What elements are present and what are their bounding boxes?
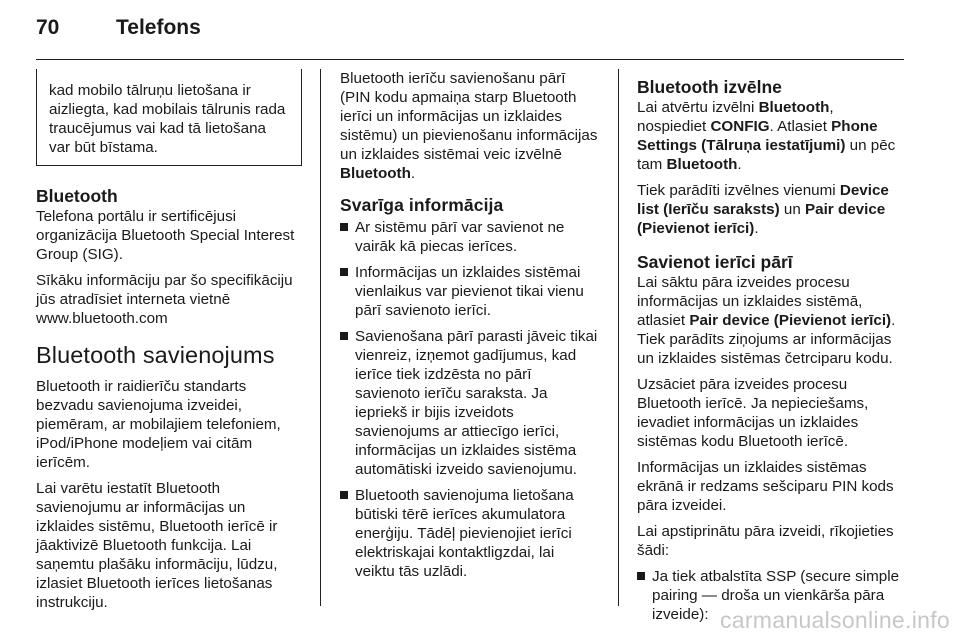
bluetooth-paragraph-1: Telefona portālu ir sertificējusi organizācija Bluetooth Special Interest Group (SIG).: [36, 208, 295, 263]
pairing-intro-text: Bluetooth ierīču savienošanu pārī (PIN kodu apmaiņa starp Bluetooth ierīci un informācijas un izklaides sistēmu) un pievienošanu informācijas un izklaides sistēmai veic izvēlnē: [340, 70, 598, 163]
menu-term: Pair device (Pievienot ierīci): [637, 201, 886, 237]
pair-text: . Tiek parādīts ziņojums ar informācijas un izklaides sistēmas četrciparu kodu.: [637, 312, 896, 367]
bullet-square-icon: [340, 491, 348, 499]
warning-text: kad mobilo tālruņu lietošana ir aizliegta, kad mobilais tālrunis rada traucējumus vai kad tā lietošana var būt bīstama.: [49, 82, 286, 156]
menu-text: , nospiediet: [637, 99, 834, 135]
pair-heading: Savienot ierīci pārī: [637, 252, 793, 272]
pairing-intro: [340, 69, 598, 183]
bullet-square-icon: [340, 332, 348, 340]
connection-paragraph-1: Bluetooth ir raidierīču standarts bezvadu savienojuma izveidei, piemēram, ar mobilajiem telefoniem, iPod/iPhone modeļiem vai citām ierīcēm.: [36, 378, 281, 471]
pair-text: Lai sāktu pāra izveides procesu informācijas un izklaides sistēmā, atlasiet: [637, 274, 863, 329]
chapter-title: Telefons: [116, 16, 201, 39]
connection-heading: Bluetooth savienojums: [36, 342, 275, 368]
pair-paragraph-3: Informācijas un izklaides sistēmas ekrānā ir redzams sešciparu PIN kods pāra izveidei.: [637, 459, 894, 514]
list-item-text: Savienošana pārī parasti jāveic tikai vienreiz, izņemot gadījumus, kad ierīce tiek izdzēsta no pārī savienoto ierīču saraksta. Ja iepriekš ir bijis izveidots savienojums ar attiecīgo ierīci, informācijas un izklaides sistēma automātiski izveido savienojumu.: [355, 328, 598, 478]
column-2: [340, 69, 598, 588]
menu-term: Phone Settings (Tālruņa iestatījumi): [637, 118, 878, 154]
pair-paragraph-2: Uzsāciet pāra izveides procesu Bluetooth ierīcē. Ja nepieciešams, ievadiet informācijas un izklaides sistēmas kodu Bluetooth ierīcē.: [637, 376, 869, 450]
list-item: [340, 327, 598, 479]
list-item: [340, 263, 598, 320]
header-rule: [36, 59, 904, 60]
pair-paragraph-1: [637, 273, 903, 368]
menu-text: Lai atvērtu izvēlni: [637, 99, 759, 116]
column-divider-2: [618, 69, 619, 606]
bullet-square-icon: [340, 223, 348, 231]
menu-heading: Bluetooth izvēlne: [637, 77, 782, 97]
list-item-text: Ja tiek atbalstīta SSP (secure simple pairing — droša un vienkārša pāra izveide):: [652, 568, 900, 623]
menu-text: . Atlasiet: [769, 118, 832, 135]
page-number: 70: [36, 16, 60, 39]
warning-box: [36, 69, 302, 166]
bullet-square-icon: [340, 268, 348, 276]
column-divider-1: [320, 69, 321, 606]
menu-text: Tiek parādīti izvēlnes vienumi: [637, 182, 840, 199]
bullet-square-icon: [637, 572, 645, 580]
menu-term: Bluetooth: [758, 99, 830, 116]
watermark: carmanualsonline.info: [719, 607, 950, 633]
important-list: [340, 218, 598, 581]
menu-term: CONFIG: [710, 118, 770, 135]
pairing-intro-menu: Bluetooth: [340, 165, 411, 182]
pairing-intro-end: .: [410, 165, 416, 182]
column-3: [637, 69, 903, 631]
list-item: [340, 486, 598, 581]
list-item: [340, 218, 598, 256]
list-item-text: Informācijas un izklaides sistēmai vienlaikus var pievienot tikai vienu pārī savienoto ierīci.: [355, 264, 584, 319]
list-item-text: Bluetooth savienojuma lietošana būtiski tērē ierīces akumulatora enerģiju. Tādēļ pievienojiet ierīci elektriskajai kontaktligzdai, lai veiktu tās uzlādi.: [355, 487, 574, 580]
connection-paragraph-2: Lai varētu iestatīt Bluetooth savienojumu ar informācijas un izklaides sistēmu, Bluetooth ierīcē ir jāaktivizē Bluetooth funkcija. Lai saņemtu plašāku informāciju, lūdzu, izlasiet Bluetooth ierīces lietošanas instrukciju.: [36, 480, 278, 611]
menu-text: .: [754, 220, 759, 237]
menu-text: .: [737, 156, 742, 173]
bluetooth-paragraph-2: Sīkāku informāciju par šo specifikāciju jūs atradīsiet interneta vietnē www.bluetooth.com: [36, 272, 293, 327]
menu-text: un pēc tam: [637, 137, 896, 173]
menu-term: Device list (Ierīču saraksts): [637, 182, 889, 218]
list-item-text: Ar sistēmu pārī var savienot ne vairāk kā piecas ierīces.: [355, 219, 565, 255]
bluetooth-heading: Bluetooth: [36, 186, 118, 206]
menu-term: Bluetooth: [666, 156, 738, 173]
menu-text: un: [779, 201, 806, 218]
important-heading: Svarīga informācija: [340, 195, 504, 215]
pair-term: Pair device (Pievienot ierīci): [689, 312, 892, 329]
menu-paragraph-1: [637, 98, 903, 174]
column-1: [36, 69, 302, 619]
menu-paragraph-2: [637, 181, 903, 238]
page-header: [36, 16, 201, 52]
pair-paragraph-4: Lai apstiprinātu pāra izveidi, rīkojieties šādi:: [637, 523, 894, 559]
